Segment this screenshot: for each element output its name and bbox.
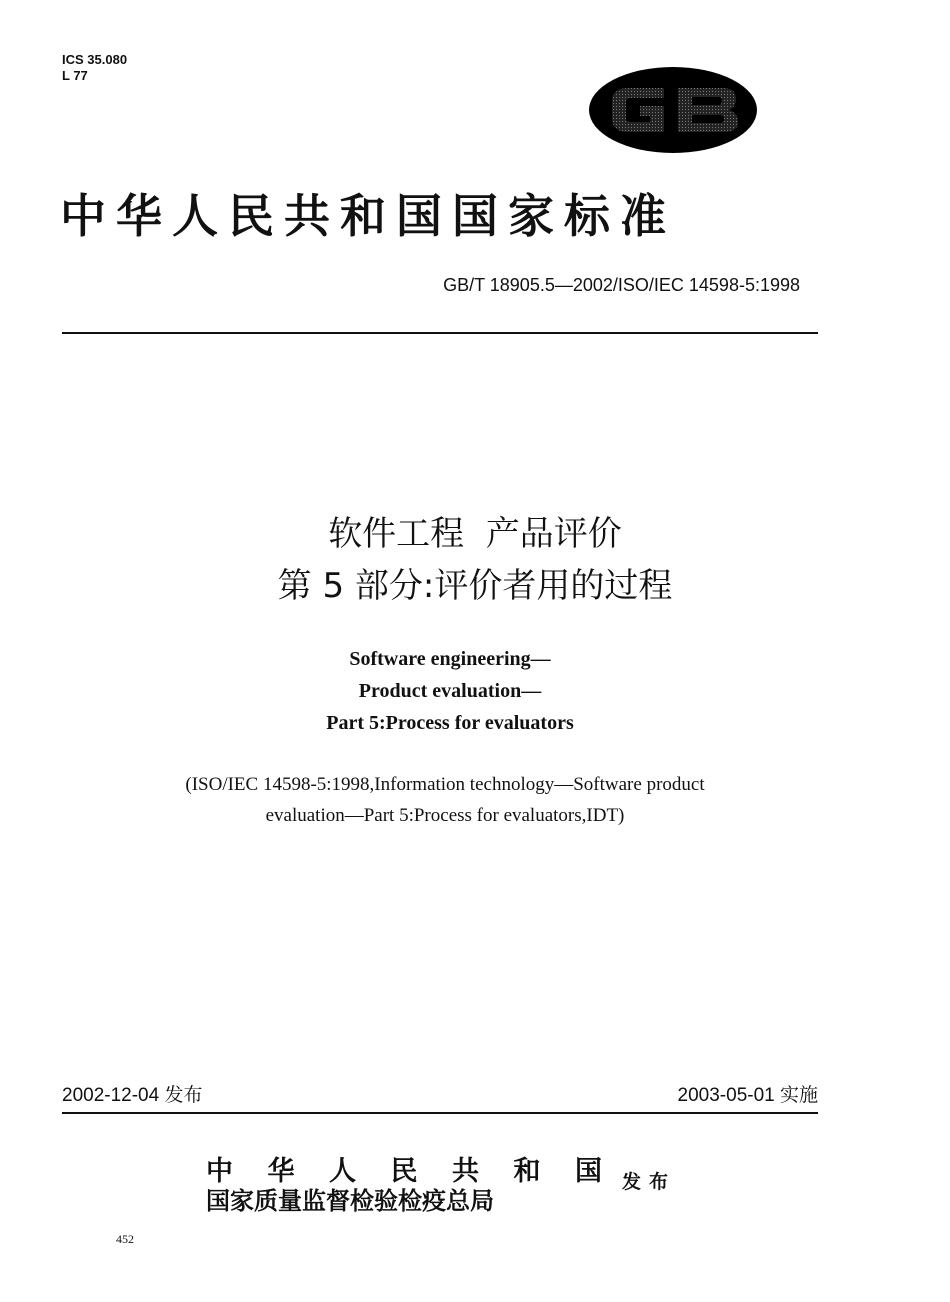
bottom-divider <box>62 1112 818 1114</box>
english-title-line-2: Product evaluation— <box>358 680 542 702</box>
implementation-date: 2003-05-01 实施 <box>677 1085 818 1106</box>
publisher-char: 华 <box>267 1156 295 1187</box>
publisher-char: 共 <box>452 1156 479 1187</box>
ics-code: ICS 35.080 <box>62 52 128 67</box>
publisher-name-line-1 <box>206 1156 602 1188</box>
chinese-title-line-1: 软件工程 产品评价 <box>328 514 622 554</box>
equivalence-note-line-2: evaluation—Part 5:Process for evaluators,IDT) <box>265 805 625 826</box>
issue-date: 2002-12-04 发布 <box>62 1085 203 1106</box>
publisher-char: 中 <box>206 1156 233 1187</box>
page-number: 452 <box>116 1232 134 1246</box>
gb-logo <box>588 66 758 154</box>
publisher-char: 人 <box>329 1156 356 1187</box>
publisher-char: 国 <box>575 1156 602 1187</box>
national-standard-title: 中华人民共和国国家标准 <box>60 189 676 243</box>
publisher-char: 和 <box>513 1156 541 1187</box>
standard-number: GB/T 18905.5—2002/ISO/IEC 14598-5:1998 <box>443 275 800 295</box>
publisher-verb: 发布 <box>622 1171 677 1193</box>
classification-codes <box>62 52 127 84</box>
equivalence-note-line-1: (ISO/IEC 14598-5:1998,Information technology—Software product <box>185 774 705 795</box>
publisher-name-line-2: 国家质量监督检验检疫总局 <box>206 1186 494 1215</box>
english-title-line-3: Part 5:Process for evaluators <box>326 712 574 734</box>
english-title-line-1: Software engineering— <box>349 648 551 670</box>
ccs-code: L 77 <box>62 68 88 83</box>
top-divider <box>62 332 818 334</box>
chinese-title-line-2: 第 5 部分:评价者用的过程 <box>277 566 673 606</box>
publisher-char: 民 <box>390 1156 418 1187</box>
